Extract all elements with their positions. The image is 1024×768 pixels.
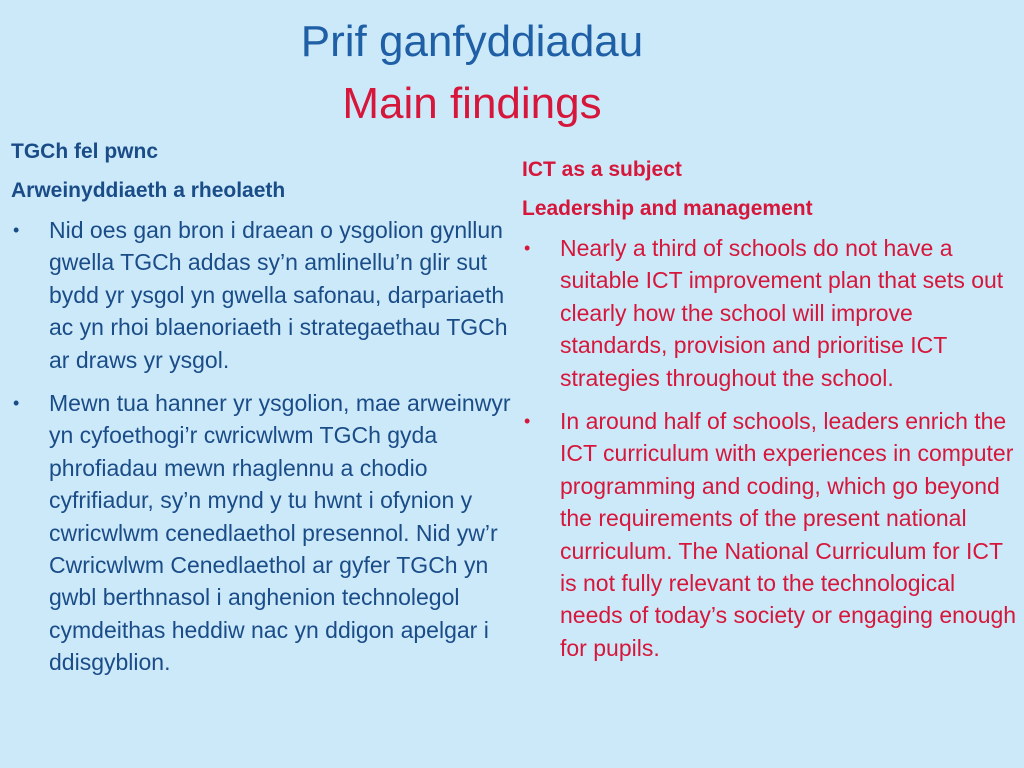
english-bullet-text: In around half of schools, leaders enrich the ICT curriculum with experiences in computer programming and coding, which go beyond the requirements of the present national curriculum. The National Curriculum for ICT is not fully relevant to the technological needs of today’s society or engaging enough for pupils. xyxy=(560,408,1017,661)
welsh-bullet-list xyxy=(11,214,516,679)
title-english: Main findings xyxy=(342,79,602,128)
english-bullet-text: Nearly a third of schools do not have a suitable ICT improvement plan that sets out clearly how the school will improve standards, provision and prioritise ICT strategies throughout the school. xyxy=(560,235,1004,391)
list-item xyxy=(11,387,516,679)
welsh-heading-subject: TGCh fel pwnc xyxy=(11,140,158,163)
welsh-bullet-text: Nid oes gan bron i draean o ysgolion gynllun gwella TGCh addas sy’n amlinellu’n glir sut bydd yr ysgol yn gwella safonau, darpariaeth ac yn rhoi blaenoriaeth i strategaethau TGCh ar draws yr ysgol. xyxy=(49,217,508,373)
list-item xyxy=(522,232,1017,394)
bullet-icon: • xyxy=(13,220,20,240)
bullet-icon: • xyxy=(524,238,531,258)
bullet-icon: • xyxy=(524,411,531,432)
english-heading-leadership: Leadership and management xyxy=(522,197,813,220)
list-item xyxy=(522,405,1017,664)
title-welsh: Prif ganfyddiadau xyxy=(300,17,644,66)
bullet-icon: • xyxy=(13,393,20,414)
english-bullet-list xyxy=(522,232,1017,664)
english-heading-subject: ICT as a subject xyxy=(522,158,682,181)
welsh-heading-leadership: Arweinyddiaeth a rheolaeth xyxy=(11,179,286,202)
welsh-bullet-text: Mewn tua hanner yr ysgolion, mae arweinwyr yn cyfoethogi’r cwricwlwm TGCh gyda phrofiadau mewn rhaglennu a chodio cyfrifiadur, sy’n mynd y tu hwnt i ofynion y cwricwlwm cenedlaethol presennol. Nid yw’r Cwricwlwm Cenedlaethol ar gyfer TGCh yn gwbl berthnasol i anghenion technolegol cymdeithas heddiw nac yn ddigon apelgar i ddisgyblion. xyxy=(49,390,511,676)
english-column xyxy=(522,150,1017,675)
welsh-column xyxy=(11,132,516,690)
list-item xyxy=(11,214,516,376)
